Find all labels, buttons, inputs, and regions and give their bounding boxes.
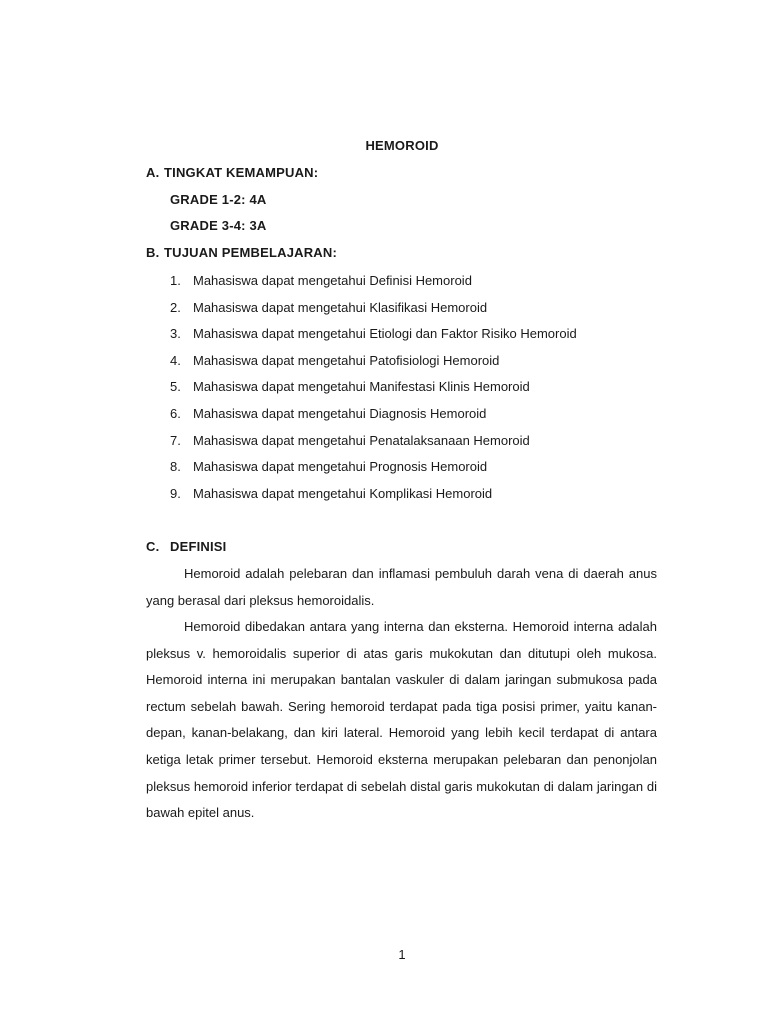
grade-3-4: GRADE 3-4: 3A	[170, 218, 267, 233]
section-c-title: DEFINISI	[170, 539, 227, 554]
definition-paragraph-1: Hemoroid adalah pelebaran dan inflamasi pembuluh darah vena di daerah anus yang berasal dari pleksus hemoroidalis.	[146, 566, 657, 608]
list-item-number: 3.	[170, 326, 181, 342]
list-item-number: 2.	[170, 299, 181, 315]
list-item-text: Mahasiswa dapat mengetahui Manifestasi Klinis Hemoroid	[193, 379, 530, 395]
section-a-title: TINGKAT KEMAMPUAN:	[164, 165, 319, 180]
list-item-text: Mahasiswa dapat mengetahui Klasifikasi Hemoroid	[193, 299, 488, 315]
definition-paragraph-2: Hemoroid dibedakan antara yang interna dan eksterna. Hemoroid interna adalah pleksus v. hemoroidalis superior di atas garis mukokutan dan ditutupi oleh mukosa. Hemoroid interna ini merupakan bantalan vaskuler di dalam jaringan submukosa pada rectum sebelah bawah. Sering hemoroid terdapat pada tiga posisi primer, yaitu kanan- depan, kanan-belakang, dan kiri lateral. Hemoroid yang lebih kecil terdapat di antara ketiga letak primer tersebut. Hemoroid eksterna merupakan pelebaran dan penonjolan pleksus hemoroid inferior terdapat di sebelah distal garis mukokutan di dalam jaringan di bawah epitel anus.	[146, 619, 657, 821]
section-b-title: TUJUAN PEMBELAJARAN:	[164, 245, 338, 260]
document-title: HEMOROID	[365, 138, 439, 153]
list-item	[170, 271, 577, 298]
list-item	[170, 351, 577, 378]
grade-1-2: GRADE 1-2: 4A	[170, 192, 267, 207]
page-number: 1	[398, 947, 406, 962]
objectives-list	[170, 271, 577, 510]
list-item	[170, 431, 577, 458]
list-item-text: Mahasiswa dapat mengetahui Komplikasi Hemoroid	[193, 485, 493, 501]
list-item-number: 7.	[170, 432, 181, 448]
list-item-text: Mahasiswa dapat mengetahui Penatalaksanaan Hemoroid	[193, 432, 530, 448]
section-b-heading	[146, 245, 337, 260]
list-item-number: 8.	[170, 459, 181, 475]
list-item-number: 9.	[170, 485, 181, 501]
list-item-text: Mahasiswa dapat mengetahui Etiologi dan Faktor Risiko Hemoroid	[193, 326, 577, 342]
list-item-text: Mahasiswa dapat mengetahui Definisi Hemoroid	[193, 273, 472, 288]
list-item	[170, 377, 577, 404]
list-item-number: 1.	[170, 273, 181, 288]
list-item	[170, 457, 577, 484]
list-item	[170, 324, 577, 351]
list-item-text: Mahasiswa dapat mengetahui Diagnosis Hemoroid	[193, 405, 487, 421]
section-c-marker: C.	[146, 539, 160, 554]
section-a-heading	[146, 165, 318, 180]
list-item	[170, 298, 577, 325]
list-item-number: 6.	[170, 405, 181, 421]
section-b-marker: B.	[146, 245, 160, 260]
list-item	[170, 484, 577, 511]
list-item-text: Mahasiswa dapat mengetahui Patofisiologi Hemoroid	[193, 352, 500, 368]
section-c-heading	[146, 539, 227, 554]
list-item-number: 4.	[170, 352, 181, 368]
list-item-number: 5.	[170, 379, 181, 395]
list-item-text: Mahasiswa dapat mengetahui Prognosis Hemoroid	[193, 459, 488, 475]
list-item	[170, 404, 577, 431]
section-a-marker: A.	[146, 165, 160, 180]
